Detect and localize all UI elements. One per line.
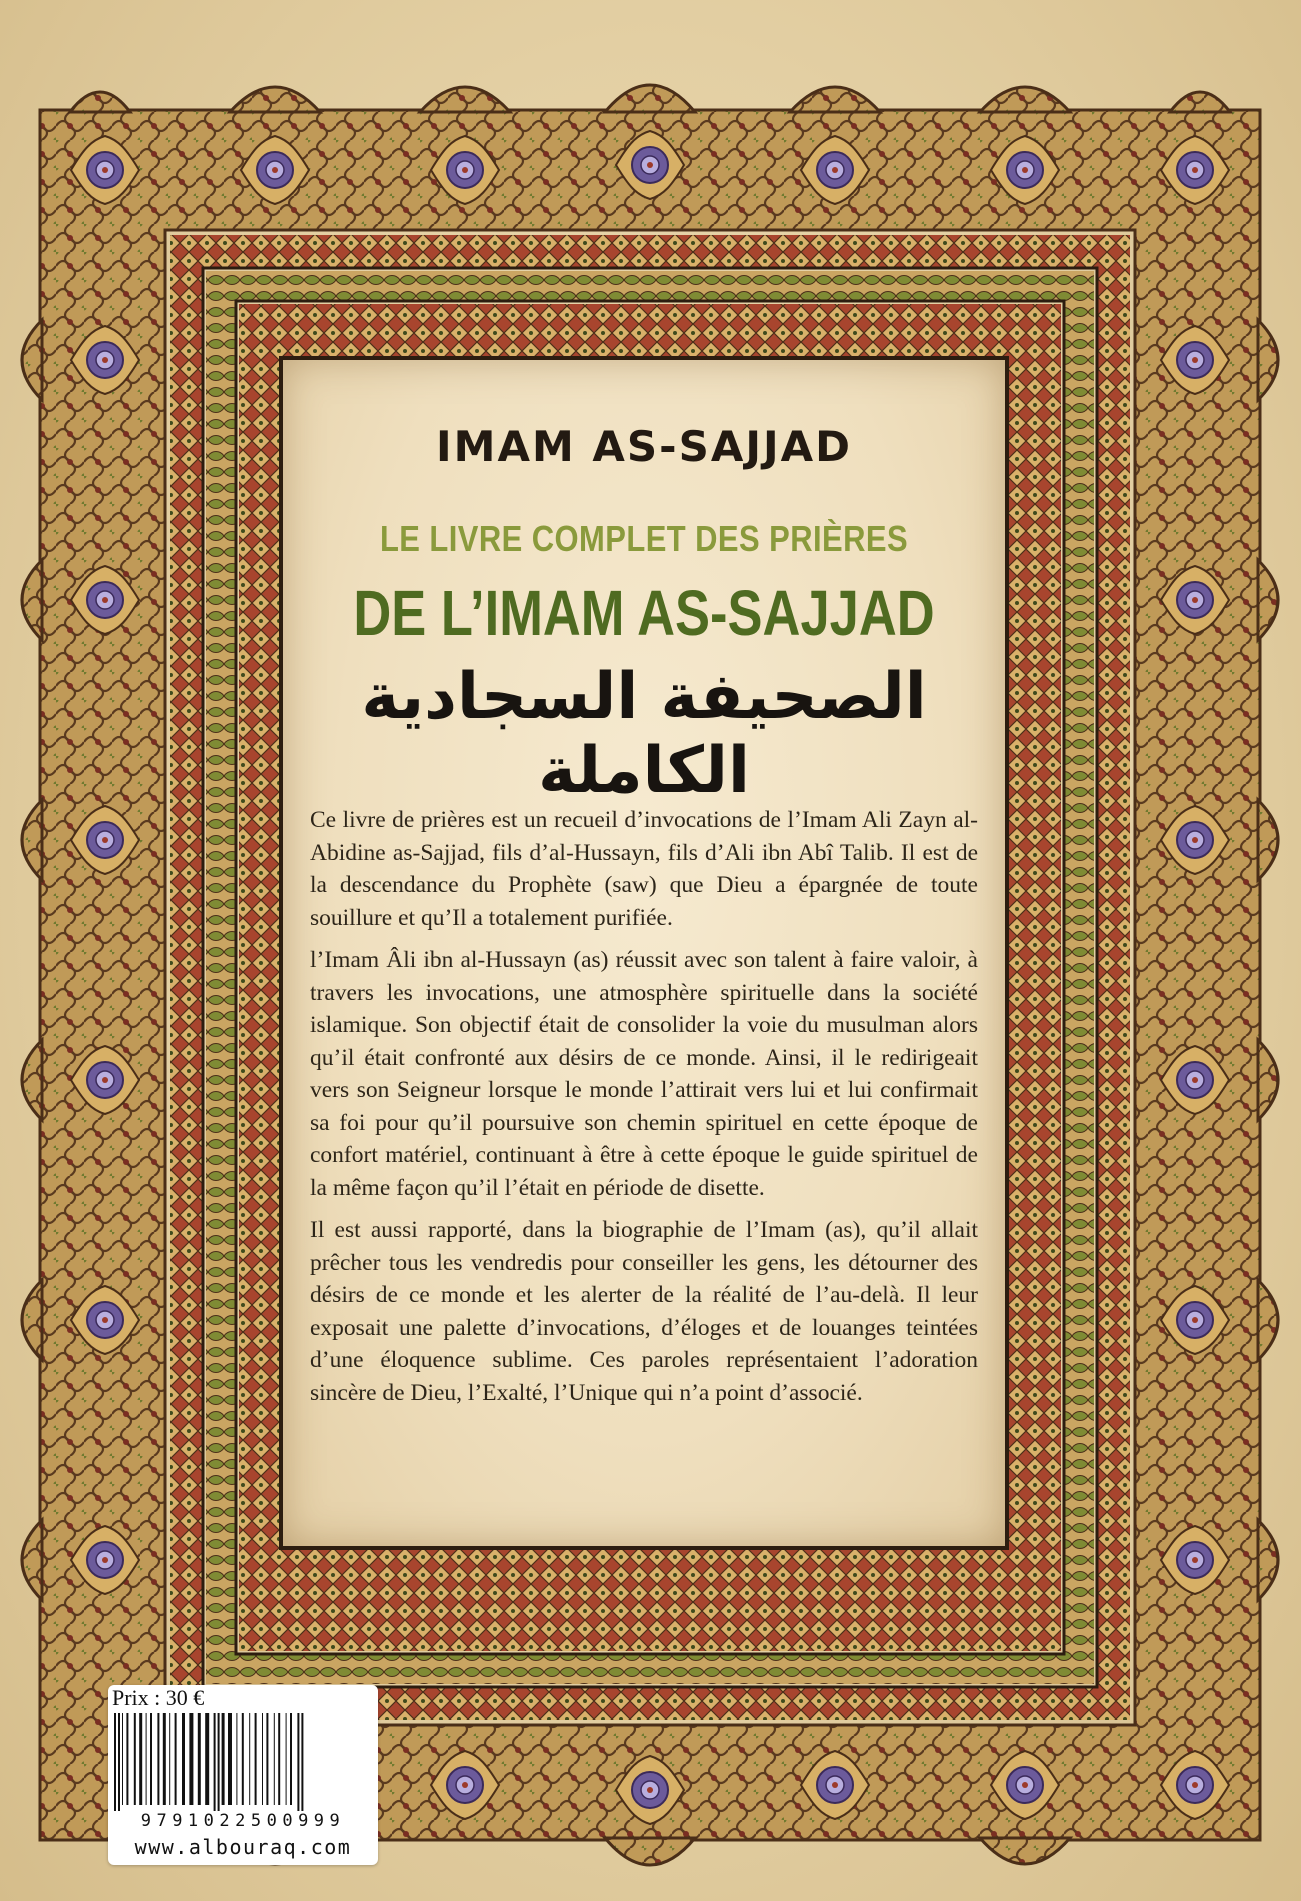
description-paragraph: Il est aussi rapporté, dans la biographie de l’Imam (as), qu’il allait prêcher tous les vendredis pour conseiller les gens, les détourner des désirs de ce monde et les alerter de la réalité de l’au-delà. Il leur exposait une palette d’invocations, d’éloges et de louanges teintées d’une éloquence sublime. Ces paroles représentaient l’adoration sincère de Dieu, l’Exalté, l’Unique qui n’a point d’associé. [310,1217,978,1406]
barcode-bar [118,1713,120,1811]
barcode-bar [114,1713,116,1811]
description-paragraph: Ce livre de prières est un recueil d’invocations de l’Imam Ali Zayn al-Abidine as-Sajjad, fils d’al-Hussayn, fils d’Ali ibn Abî Talib. Il est de la descendance du Prophète (saw) que Dieu a épargnée de toute souillure et qu’Il a totalement purifiée. [310,807,978,931]
barcode-bar [262,1713,263,1805]
barcode-bar [255,1713,257,1805]
barcode-bar [139,1713,142,1805]
author-name: IMAM AS-SAJJAD [436,422,852,471]
book-title: DE L’IMAM AS-SAJJAD [353,577,935,649]
isbn-number: 9791022500999 [140,1811,346,1831]
barcode-bar [242,1713,244,1805]
barcode-bar [198,1713,201,1805]
barcode-bar [274,1713,275,1805]
barcode-bar [301,1713,303,1811]
barcode-bar [228,1713,232,1805]
barcode-bar [189,1713,193,1805]
barcode-bar [222,1713,225,1805]
barcode-bar [266,1713,268,1805]
barcode-bar [214,1713,216,1811]
barcode-bar [218,1713,220,1811]
book-subtitle: LE LIVRE COMPLET DES PRIÈRES [379,518,909,559]
barcode-bar [175,1713,177,1805]
barcode-bar [286,1713,287,1805]
barcode-bar [169,1713,170,1805]
publisher-url: www.albouraq.com [134,1835,352,1859]
barcode-bar [146,1713,147,1805]
barcode-bar [290,1713,292,1805]
barcode-bar [150,1713,152,1805]
barcode-bar [205,1713,209,1805]
barcode-icon [112,1713,374,1811]
text-panel [283,360,1005,1546]
barcode-bar [134,1713,136,1805]
barcode-bar [278,1713,280,1805]
barcode-bar [182,1713,185,1805]
description-paragraph: l’Imam Âli ibn al-Hussayn (as) réussit avec son talent à faire valoir, à travers les invocations, une atmosphère spirituelle dans la société islamique. Son objectif était de consolider la voie du musulman alors qu’il était confronté aux désirs de ce monde. Ainsi, il le redirigeait vers son Seigneur lorsque le monde l’attirait vers lui et lui confirmait sa foi pour qu’il poursuive son chemin spirituel en cette époque de confort matériel, continuant à être à cette époque le guide spirituel de la même façon qu’il l’était en période de disette. [310,947,978,1201]
book-description [310,804,978,1419]
barcode-bar [126,1713,128,1805]
barcode-bar [236,1713,237,1805]
barcode-bar [297,1713,299,1811]
arabic-title: الصحيفة السجادية الكاملة [361,660,927,808]
barcode-bar [157,1713,159,1805]
price-text: Prix : 30 € [112,1685,205,1710]
barcode-bar [249,1713,250,1805]
barcode-bar [122,1713,123,1805]
barcode-bar [163,1713,166,1805]
price-barcode-label [108,1685,378,1865]
